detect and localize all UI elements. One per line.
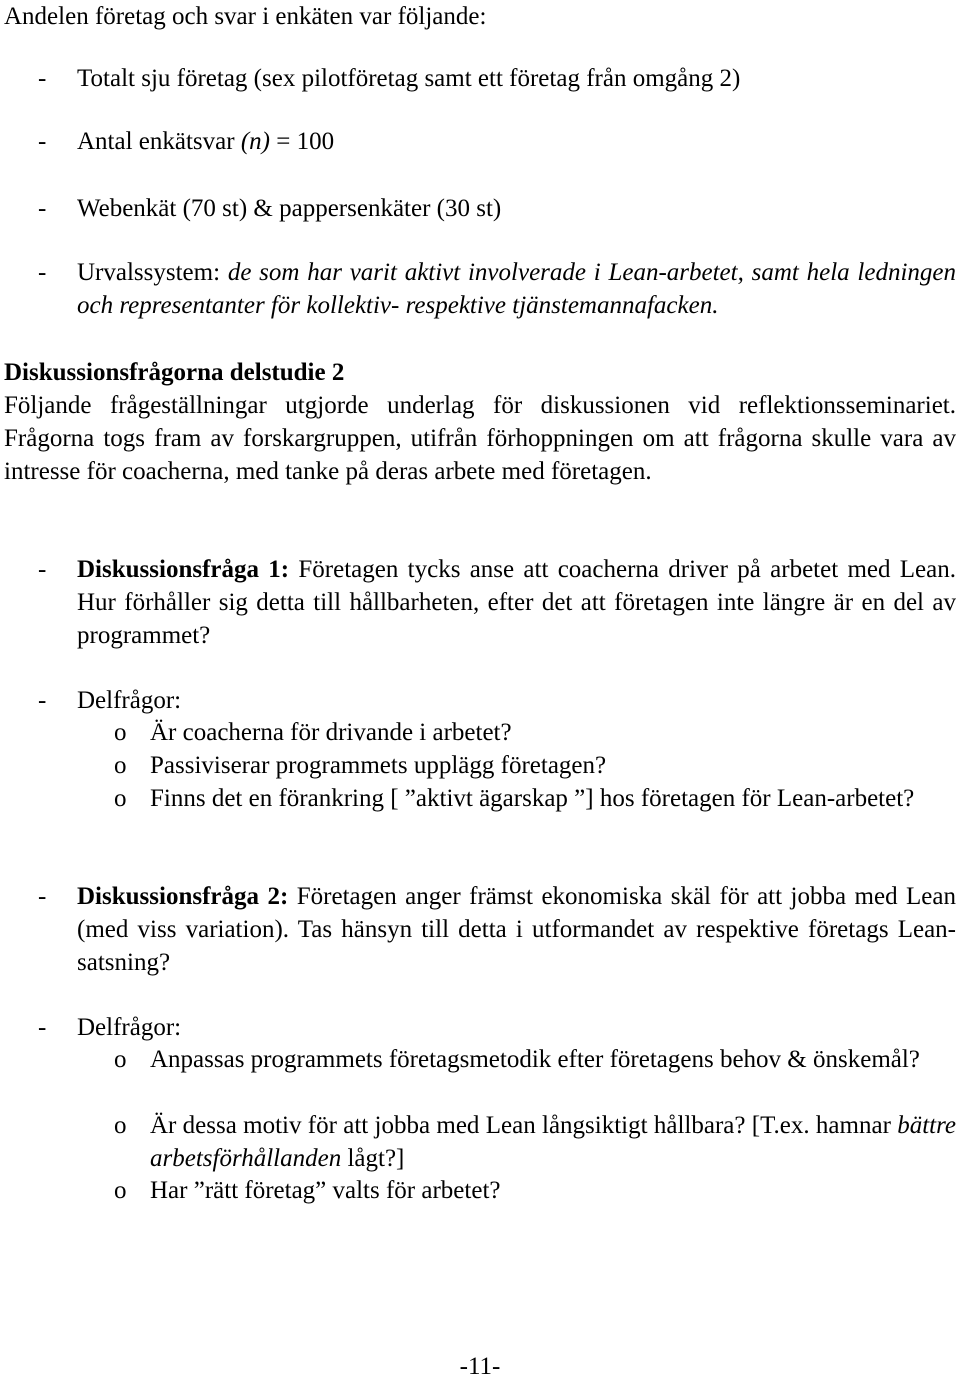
question-2-text: [77, 880, 956, 979]
subquestion-2-2: [4, 1109, 956, 1175]
page-number: -11-: [459, 1353, 501, 1380]
bullet-marker: o: [114, 785, 127, 812]
list-item-selection: [4, 256, 956, 322]
subquestion-1-2: [4, 749, 956, 782]
selection-description: de som har varit aktivt involverade i Lean-arbetet, samt hela ledningen och representanter för kollektiv- respektive tjänstemannafacken.: [77, 259, 956, 319]
list-item-survey-types: [4, 192, 956, 225]
subquestion-1-3-text: Finns det en förankring [ ”aktivt ägarskap ”] hos företagen för Lean-arbetet?: [150, 785, 915, 812]
subquestion-2-2-text: [150, 1109, 956, 1175]
question-1-label: Diskussionsfråga 1:: [77, 556, 290, 583]
responses-prefix: Antal enkätsvar: [77, 128, 241, 155]
bullet-marker: o: [114, 1112, 127, 1139]
subquestions-1-label-item: [4, 684, 956, 717]
bullet-marker: o: [114, 719, 127, 746]
subquestions-2-label: Delfrågor:: [77, 1014, 182, 1041]
question-2-body: Företagen anger främst ekonomiska skäl för att jobba med Lean (med viss variation). Tas hänsyn till detta i utformandet av respektive företags Lean-satsning?: [77, 883, 956, 976]
subquestion-2-2-italic: bättre arbetsförhållanden: [150, 1112, 956, 1172]
bullet-marker: o: [114, 1177, 127, 1204]
subquestion-2-3-text: Har ”rätt företag” valts för arbetet?: [150, 1177, 501, 1204]
question-1: [4, 553, 956, 652]
subquestion-2-1: [4, 1043, 956, 1076]
selection-label: Urvalssystem:: [77, 259, 228, 286]
dash-marker: -: [38, 556, 47, 583]
subquestion-1-3: [4, 782, 956, 815]
subquestion-2-3: [4, 1174, 956, 1207]
selection-text: [77, 256, 956, 322]
subquestion-1-1-text: Är coacherna för drivande i arbetet?: [150, 719, 512, 746]
dash-marker: -: [38, 195, 47, 222]
survey-types-text: Webenkät (70 st) & pappersenkäter (30 st): [77, 195, 502, 222]
subquestion-1-2-text: Passiviserar programmets upplägg företagen?: [150, 752, 607, 779]
responses-text: [77, 125, 956, 158]
dash-marker: -: [38, 65, 47, 92]
dash-marker: -: [38, 883, 47, 910]
section-heading: Diskussionsfrågorna delstudie 2: [4, 359, 345, 386]
list-item-companies: [4, 62, 956, 95]
dash-marker: -: [38, 128, 47, 155]
dash-marker: -: [38, 1014, 47, 1041]
subquestion-2-1-text: Anpassas programmets företagsmetodik efter företagens behov & önskemål?: [150, 1046, 920, 1073]
subquestion-1-1: [4, 716, 956, 749]
bullet-marker: o: [114, 752, 127, 779]
question-2-label: Diskussionsfråga 2:: [77, 883, 289, 910]
bullet-marker: o: [114, 1046, 127, 1073]
responses-suffix: = 100: [270, 128, 335, 155]
question-2: [4, 880, 956, 979]
intro-paragraph: Andelen företag och svar i enkäten var följande:: [4, 3, 487, 30]
subquestion-2-2-prefix: Är dessa motiv för att jobba med Lean långsiktigt hållbara? [T.ex. hamnar: [150, 1112, 898, 1139]
subquestion-2-2-suffix: lågt?]: [341, 1145, 405, 1172]
subquestions-1-label: Delfrågor:: [77, 687, 182, 714]
companies-text: Totalt sju företag (sex pilotföretag samt ett företag från omgång 2): [77, 65, 741, 92]
list-item-responses: [4, 125, 956, 158]
question-1-body: Företagen tycks anse att coacherna driver på arbetet med Lean. Hur förhåller sig detta till hållbarheten, efter det att företagen inte längre är en del av programmet?: [77, 556, 956, 649]
section-paragraph: Följande frågeställningar utgjorde underlag för diskussionen vid reflektionsseminariet. Frågorna togs fram av forskargruppen, utifrån förhoppningen om att frågorna skulle vara av intresse för coacherna, med tanke på deras arbete med företagen.: [4, 392, 956, 485]
dash-marker: -: [38, 687, 47, 714]
question-1-text: [77, 553, 956, 652]
dash-marker: -: [38, 259, 47, 286]
subquestions-2-label-item: [4, 1011, 956, 1044]
responses-n: (n): [240, 128, 270, 155]
